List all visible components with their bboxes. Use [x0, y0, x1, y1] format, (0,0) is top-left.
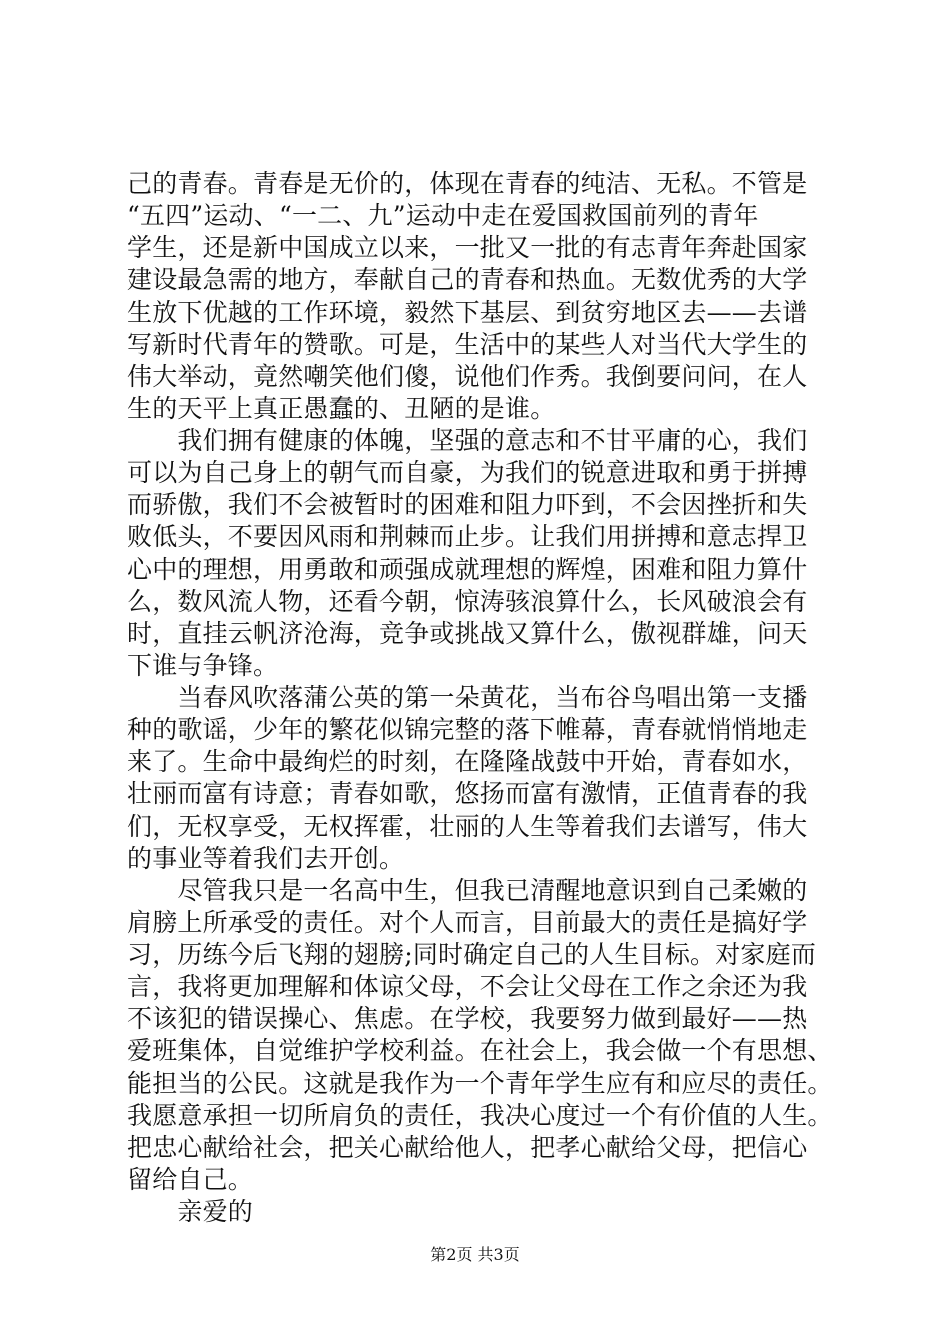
text-line: 心中的理想，用勇敢和顽强成就理想的辉煌，困难和阻力算什: [127, 555, 808, 584]
text-line: 而骄傲，我们不会被暂时的困难和阻力吓到，不会因挫折和失: [127, 490, 808, 519]
text-line: 种的歌谣，少年的繁花似锦完整的落下帷幕，青春就悄悄地走: [127, 715, 808, 744]
text-line: 能担当的公民。这就是我作为一个青年学生应有和应尽的责任。: [127, 1069, 833, 1098]
text-line: “五四”运动、“一二、九”运动中走在爱国救国前列的青年: [127, 201, 759, 230]
text-line: 败低头，不要因风雨和荆棘而止步。让我们用拼搏和意志捍卫: [127, 522, 808, 551]
text-line: 下谁与争锋。: [127, 651, 279, 680]
text-line: 来了。生命中最绚烂的时刻，在隆隆战鼓中开始，青春如水，: [127, 747, 808, 776]
text-line: 习，历练今后飞翔的翅膀;同时确定自己的人生目标。对家庭而: [127, 940, 817, 969]
text-line: 生放下优越的工作环境，毅然下基层、到贫穷地区去——去谱: [127, 298, 808, 327]
text-line: 可以为自己身上的朝气而自豪，为我们的锐意进取和勇于拼搏: [127, 458, 808, 487]
text-line: 尽管我只是一名高中生，但我已清醒地意识到自己柔嫩的: [127, 876, 808, 905]
text-line: 伟大举动，竟然嘲笑他们傻，说他们作秀。我倒要问问，在人: [127, 362, 808, 391]
page-number: 第2页 共3页: [430, 1245, 520, 1264]
text-line: 爱班集体，自觉维护学校利益。在社会上，我会做一个有思想、: [127, 1036, 833, 1065]
text-line: 写新时代青年的赞歌。可是，生活中的某些人对当代大学生的: [127, 330, 808, 359]
text-line: 我们拥有健康的体魄，坚强的意志和不甘平庸的心，我们: [127, 426, 808, 455]
text-line: 时，直挂云帆济沧海，竞争或挑战又算什么，傲视群雄，问天: [127, 619, 808, 648]
text-line: 么，数风流人物，还看今朝，惊涛骇浪算什么，长风破浪会有: [127, 587, 808, 616]
text-line: 肩膀上所承受的责任。对个人而言，目前最大的责任是搞好学: [127, 908, 808, 937]
text-line: 我愿意承担一切所肩负的责任，我决心度过一个有价值的人生。: [127, 1101, 833, 1130]
text-line: 生的天平上真正愚蠢的、丑陋的是谁。: [127, 394, 556, 423]
text-line: 把忠心献给社会，把关心献给他人，把孝心献给父母，把信心: [127, 1133, 808, 1162]
text-line: 不该犯的错误操心、焦虑。在学校，我要努力做到最好——热: [127, 1004, 808, 1033]
text-line: 己的青春。青春是无价的，体现在青春的纯洁、无私。不管是: [127, 169, 808, 198]
text-line: 留给自己。: [127, 1165, 254, 1194]
text-line: 当春风吹落蒲公英的第一朵黄花，当布谷鸟唱出第一支播: [127, 683, 808, 712]
text-line: 建设最急需的地方，奉献自己的青春和热血。无数优秀的大学: [127, 265, 808, 294]
text-line: 的事业等着我们去开创。: [127, 844, 405, 873]
text-line: 们，无权享受，无权挥霍，壮丽的人生等着我们去谱写，伟大: [127, 812, 808, 841]
text-line: 学生，还是新中国成立以来，一批又一批的有志青年奔赴国家: [127, 233, 808, 262]
text-line: 壮丽而富有诗意；青春如歌，悠扬而富有激情，正值青春的我: [127, 779, 808, 808]
text-line: 言，我将更加理解和体谅父母，不会让父母在工作之余还为我: [127, 972, 808, 1001]
text-line: 亲爱的: [127, 1197, 254, 1226]
